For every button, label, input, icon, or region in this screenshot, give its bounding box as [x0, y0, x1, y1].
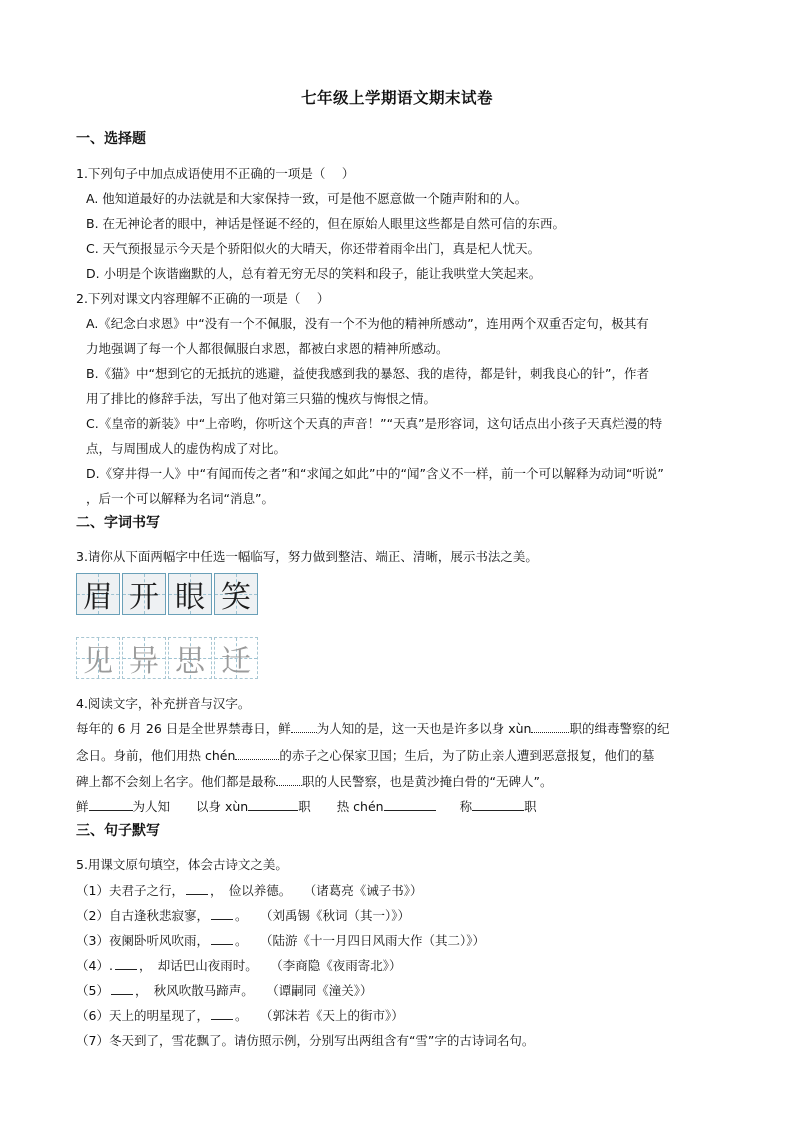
calligraphy-cell [214, 573, 258, 615]
q1-option-d: D. 小明是个诙谐幽默的人，总有着无穷无尽的笑料和段子，能让我哄堂大笑起来。 [86, 266, 542, 281]
passage-text: 的赤子之心保家卫国；生后，为了防止亲人遭到恶意报复，他们的墓 [279, 748, 655, 763]
calligraphy-char: 眉 [83, 580, 113, 615]
section-heading-writing: 二、字词书写 [76, 515, 160, 531]
calligraphy-char: 眼 [175, 580, 205, 615]
calligraphy-set-2 [76, 637, 260, 679]
calligraphy-cell [122, 573, 166, 615]
fill-blank[interactable] [531, 720, 569, 733]
q5-item-2 [76, 906, 410, 924]
q4-passage-line1 [76, 719, 670, 737]
calligraphy-char: 开 [129, 580, 159, 615]
answer-blank[interactable] [211, 907, 233, 920]
passage-text: 每年的 6 月 26 日是全世界禁毒日，鲜 [76, 721, 291, 736]
item-text: ， 秋风吹散马蹄声。 （谭嗣同《潼关》） [134, 983, 373, 998]
passage-text: 职的缉毒警察的纪 [569, 721, 670, 736]
answer-blank[interactable] [89, 798, 133, 811]
calligraphy-char: 见 [83, 644, 113, 679]
calligraphy-char: 思 [175, 644, 205, 679]
passage-text: 碑上都不会刻上名字。他们都是最称 [76, 774, 277, 789]
q5-item-5 [76, 981, 372, 999]
answer-label: 热 chén [336, 799, 384, 814]
passage-text: 为人知的是，这一天也是许多以身 xùn [316, 721, 532, 736]
answer-blank[interactable] [211, 1007, 233, 1020]
answer-blank[interactable] [248, 798, 298, 811]
calligraphy-cell [122, 637, 166, 679]
q5-item-1 [76, 881, 422, 899]
q2-option-d-line1: D.《穿井得一人》中“有闻而传之者”和“求闻之如此”中的“闻”含义不一样，前一个可以解释为动词“听说” [86, 466, 664, 481]
q2-option-c-line1: C.《皇帝的新装》中“上帝哟，你听这个天真的声音！”“天真”是形容词，这句话点出小孩子天真烂漫的特 [86, 416, 663, 431]
answer-label: 职 [298, 799, 311, 814]
answer-blank[interactable] [472, 798, 524, 811]
answer-label: 鲜 [76, 799, 89, 814]
q5-item-3 [76, 931, 485, 949]
fill-blank[interactable] [276, 773, 302, 786]
item-text: 。 （刘禹锡《秋词（其一）》） [234, 908, 410, 923]
q5-stem: 5.用课文原句填空，体会古诗文之美。 [76, 857, 288, 872]
answer-label: 以身 xùn [196, 799, 249, 814]
q2-stem: 2.下列对课文内容理解不正确的一项是（ ） [76, 291, 330, 306]
calligraphy-cell [76, 637, 120, 679]
passage-text: 念日。身前，他们用热 chén [76, 748, 236, 763]
q5-item-4 [76, 956, 401, 974]
calligraphy-char: 迁 [221, 644, 251, 679]
q5-item-6 [76, 1006, 404, 1024]
calligraphy-cell [168, 637, 212, 679]
calligraphy-char: 笑 [221, 580, 251, 615]
answer-blank[interactable] [115, 957, 137, 970]
q2-option-a-line1: A.《纪念白求恩》中“没有一个不佩服，没有一个不为他的精神所感动”，连用两个双重否定句，极其有 [86, 316, 649, 331]
q1-stem: 1.下列句子中加点成语使用不正确的一项是（ ） [76, 166, 355, 181]
item-text: （1）夫君子之行， [76, 883, 184, 898]
q4-stem: 4.阅读文字，补充拼音与汉字。 [76, 696, 251, 711]
q4-passage-line3 [76, 772, 552, 790]
q2-option-d-line2: ，后一个可以解释为名词“消息”。 [86, 491, 274, 506]
section-heading-choice: 一、选择题 [76, 131, 146, 147]
calligraphy-char: 异 [129, 644, 159, 679]
item-text: ， 俭以养德。 （诸葛亮《诫子书》） [209, 883, 423, 898]
item-text: （2）自古逢秋悲寂寥， [76, 908, 209, 923]
q2-option-c-line2: 点，与周围成人的虚伪构成了对比。 [86, 441, 287, 456]
fill-blank[interactable] [291, 720, 317, 733]
item-text: （3）夜阑卧听风吹雨， [76, 933, 209, 948]
q4-passage-line2 [76, 746, 654, 764]
q4-answer-row [76, 797, 537, 815]
q2-option-b-line2: 用了排比的修辞手法，写出了他对第三只猫的愧疚与悔恨之情。 [86, 391, 437, 406]
item-text: 。 （陆游《十一月四日风雨大作（其二）》） [234, 933, 485, 948]
answer-label: 职 [524, 799, 537, 814]
calligraphy-cell [214, 637, 258, 679]
calligraphy-cell [76, 573, 120, 615]
item-text: （5） [76, 983, 109, 998]
q5-item-7: （7）冬天到了，雪花飘了。请仿照示例，分别写出两组含有“雪”字的古诗词名句。 [76, 1033, 535, 1048]
item-text: ， 却话巴山夜雨时。 （李商隐《夜雨寄北》） [138, 958, 402, 973]
item-text: （4）. [76, 958, 113, 973]
q1-option-b: B. 在无神论者的眼中，神话是怪诞不经的，但在原始人眼里这些都是自然可信的东西。 [86, 216, 566, 231]
answer-label: 为人知 [132, 799, 171, 814]
fill-blank[interactable] [235, 747, 279, 760]
section-heading-recitation: 三、句子默写 [76, 823, 160, 839]
item-text: （6）天上的明星现了， [76, 1008, 209, 1023]
answer-blank[interactable] [211, 932, 233, 945]
item-text: 。 （郭沫若《天上的街市》） [234, 1008, 404, 1023]
answer-label: 称 [459, 799, 473, 814]
q1-option-c: C. 天气预报显示今天是个骄阳似火的大晴天，你还带着雨伞出门，真是杞人忧天。 [86, 241, 541, 256]
page-title: 七年级上学期语文期末试卷 [300, 89, 493, 107]
q2-option-a-line2: 力地强调了每一个人都很佩服白求恩，都被白求恩的精神所感动。 [86, 341, 449, 356]
calligraphy-cell [168, 573, 212, 615]
answer-blank[interactable] [111, 982, 133, 995]
answer-blank[interactable] [186, 882, 208, 895]
q1-option-a: A. 他知道最好的办法就是和大家保持一致，可是他不愿意做一个随声附和的人。 [86, 191, 528, 206]
q2-option-b-line1: B.《猫》中“想到它的无抵抗的逃避，益使我感到我的暴怒、我的虐待，都是针，刺我良心的针”，作者 [86, 366, 650, 381]
answer-blank[interactable] [384, 798, 436, 811]
passage-text: 职的人民警察，也是黄沙掩白骨的“无碑人”。 [302, 774, 553, 789]
q3-stem: 3.请你从下面两幅字中任选一幅临写，努力做到整洁、端正、清晰，展示书法之美。 [76, 549, 538, 564]
calligraphy-set-1 [76, 573, 260, 615]
